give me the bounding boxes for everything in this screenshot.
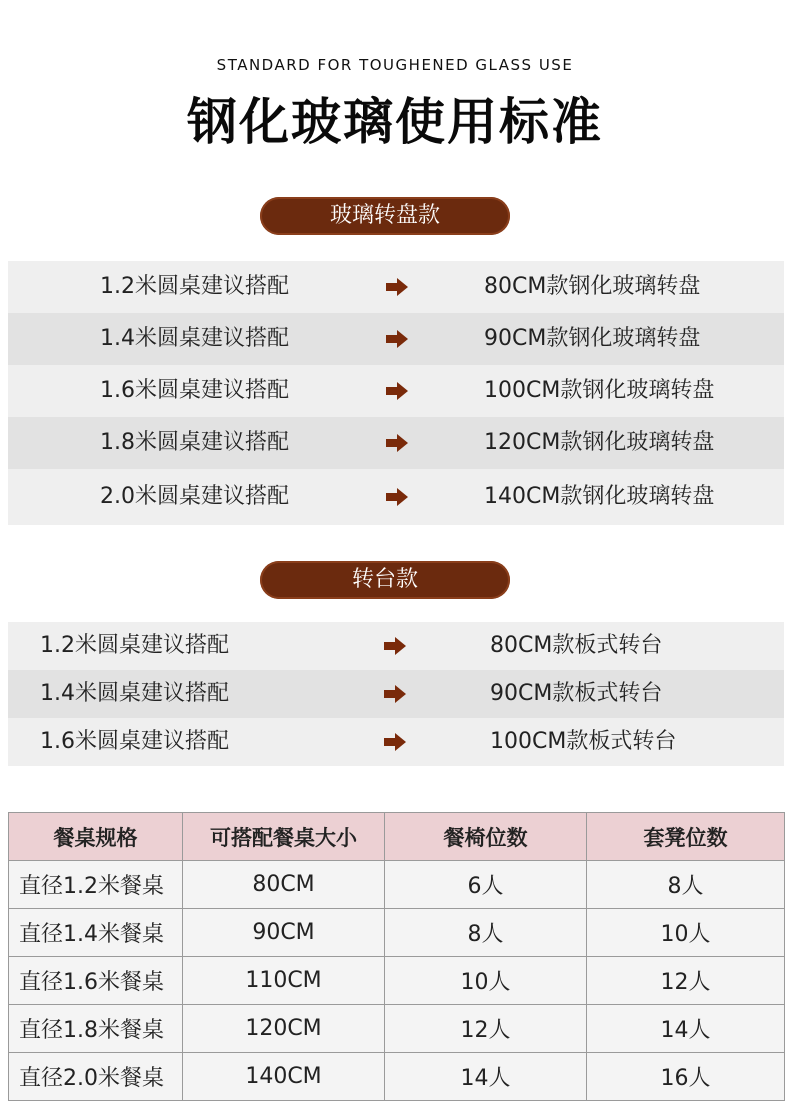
table-size-text: 1.4米圆桌建议搭配 bbox=[100, 326, 289, 351]
table-cell: 90CM bbox=[183, 909, 385, 957]
table-row bbox=[9, 1053, 785, 1101]
recommended-turntable-text: 100CM款板式转台 bbox=[490, 729, 677, 754]
table-row bbox=[9, 909, 785, 957]
page-subtitle: STANDARD FOR TOUGHENED GLASS USE bbox=[216, 56, 574, 74]
right-arrow-icon bbox=[383, 732, 407, 752]
table-cell: 直径1.8米餐桌 bbox=[9, 1005, 183, 1053]
recommended-turntable-text: 90CM款钢化玻璃转盘 bbox=[484, 326, 701, 351]
glass-turntable-list bbox=[8, 261, 784, 525]
table-cell: 110CM bbox=[183, 957, 385, 1005]
table-cell: 8人 bbox=[587, 861, 785, 909]
right-arrow-icon bbox=[385, 381, 409, 401]
table-size-text: 1.6米圆桌建议搭配 bbox=[100, 378, 289, 403]
spec-table bbox=[8, 812, 785, 1101]
list-item bbox=[8, 670, 784, 718]
table-cell: 直径1.6米餐桌 bbox=[9, 957, 183, 1005]
table-cell: 120CM bbox=[183, 1005, 385, 1053]
table-cell: 10人 bbox=[587, 909, 785, 957]
right-arrow-icon bbox=[385, 433, 409, 453]
column-header: 餐椅位数 bbox=[385, 813, 587, 861]
page-title: 钢化玻璃使用标准 bbox=[187, 93, 603, 151]
list-item bbox=[8, 313, 784, 365]
table-header-row bbox=[9, 813, 785, 861]
section-label-board-turntable: 转台款 bbox=[260, 561, 510, 599]
table-cell: 16人 bbox=[587, 1053, 785, 1101]
board-turntable-list bbox=[8, 622, 784, 766]
recommended-turntable-text: 140CM款钢化玻璃转盘 bbox=[484, 484, 715, 509]
table-size-text: 2.0米圆桌建议搭配 bbox=[100, 484, 289, 509]
table-row bbox=[9, 861, 785, 909]
table-cell: 14人 bbox=[385, 1053, 587, 1101]
table-cell: 直径1.2米餐桌 bbox=[9, 861, 183, 909]
recommended-turntable-text: 90CM款板式转台 bbox=[490, 681, 663, 706]
right-arrow-icon bbox=[383, 684, 407, 704]
right-arrow-icon bbox=[385, 329, 409, 349]
table-cell: 12人 bbox=[587, 957, 785, 1005]
table-cell: 10人 bbox=[385, 957, 587, 1005]
right-arrow-icon bbox=[385, 277, 409, 297]
recommended-turntable-text: 80CM款钢化玻璃转盘 bbox=[484, 274, 701, 299]
list-item bbox=[8, 261, 784, 313]
recommended-turntable-text: 100CM款钢化玻璃转盘 bbox=[484, 378, 715, 403]
table-size-text: 1.2米圆桌建议搭配 bbox=[100, 274, 289, 299]
column-header: 可搭配餐桌大小 bbox=[183, 813, 385, 861]
table-size-text: 1.4米圆桌建议搭配 bbox=[40, 681, 229, 706]
table-size-text: 1.6米圆桌建议搭配 bbox=[40, 729, 229, 754]
table-cell: 12人 bbox=[385, 1005, 587, 1053]
table-cell: 直径1.4米餐桌 bbox=[9, 909, 183, 957]
table-cell: 直径2.0米餐桌 bbox=[9, 1053, 183, 1101]
list-item bbox=[8, 718, 784, 766]
list-item bbox=[8, 469, 784, 525]
recommended-turntable-text: 80CM款板式转台 bbox=[490, 633, 663, 658]
right-arrow-icon bbox=[385, 487, 409, 507]
table-cell: 14人 bbox=[587, 1005, 785, 1053]
table-size-text: 1.2米圆桌建议搭配 bbox=[40, 633, 229, 658]
list-item bbox=[8, 622, 784, 670]
right-arrow-icon bbox=[383, 636, 407, 656]
section-label-glass-turntable: 玻璃转盘款 bbox=[260, 197, 510, 235]
column-header: 套凳位数 bbox=[587, 813, 785, 861]
column-header: 餐桌规格 bbox=[9, 813, 183, 861]
list-item bbox=[8, 417, 784, 469]
list-item bbox=[8, 365, 784, 417]
table-cell: 6人 bbox=[385, 861, 587, 909]
table-cell: 8人 bbox=[385, 909, 587, 957]
recommended-turntable-text: 120CM款钢化玻璃转盘 bbox=[484, 430, 715, 455]
table-cell: 80CM bbox=[183, 861, 385, 909]
table-cell: 140CM bbox=[183, 1053, 385, 1101]
table-row bbox=[9, 957, 785, 1005]
table-size-text: 1.8米圆桌建议搭配 bbox=[100, 430, 289, 455]
table-row bbox=[9, 1005, 785, 1053]
